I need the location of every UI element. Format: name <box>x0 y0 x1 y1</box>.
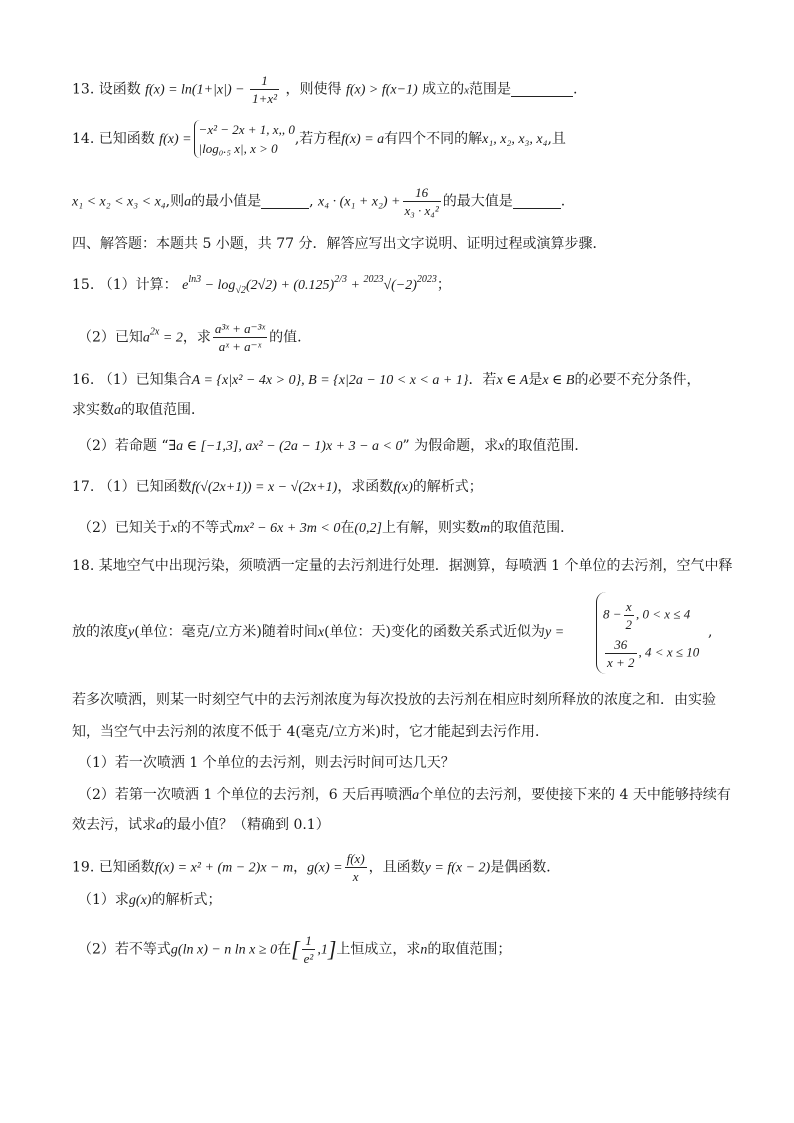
punctuation: ， <box>293 859 308 876</box>
math-variable: x <box>464 84 470 97</box>
math-variable: a <box>114 403 121 418</box>
question-18-part-2 <box>78 785 734 806</box>
math-expression: (0,2] <box>354 521 382 536</box>
question-text: ,且 <box>547 131 566 147</box>
math-expression: y = <box>545 625 565 640</box>
question-text: 在 <box>277 941 292 958</box>
question-text: 的必要不充分条件， <box>574 372 701 388</box>
question-text: 的取值范围； <box>427 941 512 958</box>
piecewise-case <box>603 636 699 671</box>
question-17 <box>72 477 734 498</box>
question-14 <box>72 120 734 158</box>
math-expression: f(x) = a <box>341 132 385 147</box>
question-text: 是偶函数． <box>490 859 561 876</box>
question-13 <box>72 72 734 107</box>
math-expression: x₁ < x₂ < x₃ < x₄ <box>72 194 166 210</box>
math-expression: √(−2) <box>383 278 417 293</box>
question-text: 放的浓度 <box>72 624 128 640</box>
math-variable: n <box>420 942 428 958</box>
fraction <box>624 598 635 633</box>
math-expression: f(x) > f(x−1) <box>345 82 418 98</box>
math-variable: a <box>412 788 420 803</box>
math-variable: m <box>479 521 491 536</box>
question-text: ，则使得 <box>285 81 342 98</box>
fraction <box>302 932 316 967</box>
fraction <box>250 72 279 107</box>
question-19 <box>72 850 734 885</box>
fraction-numerator: a³ˣ + a⁻³ˣ <box>214 321 266 336</box>
math-expression: x ∈ B <box>542 373 575 388</box>
question-text: 在 <box>340 520 355 536</box>
question-number: 17. <box>72 479 95 495</box>
question-14-line-2: x₁ < x₂ < x₃ < x₄,则a的最小值是 , x₄ · (x₁ + x₂) + $\frac{16}{\text{x₃ · x₄²}}$ 的最大值是 . <box>72 185 566 218</box>
punctuation: ； <box>436 277 451 293</box>
question-number: 15. <box>72 277 95 293</box>
question-text: 范围是 <box>469 81 512 98</box>
question-16-line-2 <box>72 400 734 421</box>
math-expression: g(x) <box>128 893 152 908</box>
math-expression: , 0 < x ≤ 4 <box>636 606 691 622</box>
fraction <box>345 850 367 885</box>
math-expression: x₁, x₂, x₃, x₄ <box>482 132 548 147</box>
question-text: （2）已知关于 <box>78 520 171 536</box>
root-index: 2023 <box>363 274 384 285</box>
fraction-denominator: x + 2 <box>607 655 635 670</box>
question-text: 上有解，则实数 <box>381 520 480 536</box>
question-text: （2）若命题 “ <box>78 438 169 454</box>
question-text: 的最大值是 <box>442 193 513 210</box>
math-expression: f(x) = <box>159 132 192 147</box>
punctuation: . <box>560 193 566 210</box>
fraction <box>605 636 637 671</box>
question-text: 的值. <box>269 329 302 346</box>
math-expression: + <box>347 278 364 293</box>
math-expression: ∃a ∈ [−1,3], ax² − (2a − 1)x + 3 − a < 0 <box>168 439 403 454</box>
math-expression: − log <box>201 278 236 293</box>
question-number: 14. <box>72 131 95 147</box>
question-text: 的解析式； <box>412 479 483 495</box>
question-text: 效去污，试求 <box>72 817 156 833</box>
question-text: （2）若第一次喷洒 1 个单位的去污剂，6 天后再喷洒 <box>78 787 413 803</box>
fraction-denominator: 1+x² <box>252 91 278 106</box>
question-18-part-2-line-2 <box>72 815 734 836</box>
question-text: 是 <box>528 372 543 388</box>
math-expression: e <box>182 278 189 293</box>
question-text: 的最小值？（精确到 0.1） <box>163 817 330 833</box>
math-expression: 8 − <box>603 606 622 622</box>
question-16 <box>72 370 734 391</box>
fraction-denominator: x₃ · x₄² <box>404 203 439 218</box>
fraction-denominator: 2 <box>625 617 633 632</box>
question-number: 16. <box>72 372 95 388</box>
question-text: (单位：天)变化的函数关系式近似为 <box>324 624 546 640</box>
punctuation: . <box>573 81 578 98</box>
part-label: （2）已知 <box>78 329 143 346</box>
fraction-numerator: 36 <box>605 636 637 654</box>
question-text: 已知函数 <box>98 131 155 147</box>
part-label: （1）求 <box>78 892 129 908</box>
part-label: （2）若不等式 <box>78 941 171 958</box>
question-17-part-2 <box>78 518 734 539</box>
fraction-numerator: 16 <box>403 184 441 202</box>
question-19-part-1 <box>78 890 734 911</box>
piecewise-case <box>603 598 690 633</box>
question-text: 19. 已知函数 <box>72 859 155 876</box>
question-19-part-2: （2）若不等式g(ln x) − n ln x ≥ 0在[ $\frac{1}{\text{e²}}$ ,1]上恒成立，求n的取值范围； <box>78 933 512 966</box>
fraction-denominator: e² <box>303 951 314 966</box>
fraction-denominator: x <box>352 869 359 884</box>
question-number: 13. <box>72 81 95 98</box>
question-text: （1）已知集合 <box>98 372 192 388</box>
math-variable: a <box>156 818 163 833</box>
question-text: 求实数 <box>72 402 114 418</box>
question-text: 的取值范围． <box>490 520 575 536</box>
exponent: 2/3 <box>334 274 347 285</box>
math-expression: f(x) = x² + (m − 2)x − m <box>154 860 294 876</box>
log-base: √2 <box>235 285 246 296</box>
question-text: 的不等式 <box>177 520 234 536</box>
math-expression: f(√(2x+1)) = x − √(2x+1) <box>191 480 338 495</box>
math-variable: x <box>170 521 178 536</box>
math-variable: y <box>128 625 135 640</box>
math-expression: ,1 <box>317 942 328 958</box>
question-text: 成立的 <box>422 81 465 98</box>
math-expression: g(ln x) − n ln x ≥ 0 <box>170 942 278 958</box>
punctuation: , <box>708 624 713 640</box>
math-expression: f(x) <box>393 480 413 495</box>
exponent: 2x <box>149 326 160 338</box>
math-expression: y = f(x − 2) <box>424 860 491 876</box>
question-18: 18. 某地空气中出现污染，须喷洒一定量的去污剂进行处理．据测算，每喷洒 1 个单位的去污剂，空气中释 <box>72 558 733 574</box>
question-text: 个单位的去污剂，要使接下来的 4 天中能够持续有 <box>419 787 731 803</box>
math-variable: x <box>317 625 325 640</box>
question-text: ” 为假命题，求 <box>402 438 499 454</box>
piecewise-brace <box>194 120 295 158</box>
question-text: ，求 <box>182 329 211 346</box>
question-text: 的取值范围． <box>121 402 205 418</box>
math-expression: (2√2) + (0.125) <box>245 278 335 293</box>
question-text: 有四个不同的解 <box>384 131 483 147</box>
math-expression: mx² − 6x + 3m < 0 <box>233 521 341 536</box>
fraction-numerator: f(x) <box>346 851 365 866</box>
question-text: 设函数 <box>98 81 141 98</box>
question-18-line-4: 知，当空气中去污剂的浓度不低于 4(毫克/立方米)时，它才能起到去污作用． <box>72 724 549 740</box>
question-text: 的最小值是 <box>191 193 262 210</box>
section-heading: 四、解答题：本题共 5 小题，共 77 分．解答应写出文字说明、证明过程或演算步骤． <box>72 236 607 252</box>
fraction-numerator: x <box>624 598 635 616</box>
part-label: （1）计算： <box>98 277 178 293</box>
exponent: ln3 <box>188 274 202 285</box>
fraction-denominator: aˣ + a⁻ˣ <box>218 339 262 354</box>
question-text: 的解析式； <box>151 892 222 908</box>
fraction <box>403 184 441 219</box>
question-18-line-3: 若多次喷洒，则某一时刻空气中的去污剂浓度为每次投放的去污剂在相应时刻所释放的浓度之和．由实验 <box>72 692 716 708</box>
math-expression: f(x) = ln(1+|x|) − <box>145 82 249 98</box>
question-16-part-2 <box>78 436 734 457</box>
fraction-numerator: 1 <box>250 72 279 90</box>
question-15 <box>72 270 734 301</box>
question-text: (单位：毫克/立方米)随着时间 <box>134 624 318 640</box>
question-text: ,则 <box>165 193 185 210</box>
question-text: ，且函数 <box>368 859 425 876</box>
math-expression: x₄ · (x₁ + x₂) + <box>318 194 401 210</box>
question-text: 上恒成立，求 <box>336 941 421 958</box>
question-text: ．若 <box>468 372 497 388</box>
question-text: ,若方程 <box>294 131 342 147</box>
math-variable: a <box>184 194 192 210</box>
exponent: 2023 <box>416 274 437 285</box>
question-text: ，求函数 <box>337 479 394 495</box>
math-expression: A = {x|x² − 4x > 0}, B = {x|2a − 10 < x < a + 1} <box>191 373 469 388</box>
piecewise-brace <box>596 592 715 674</box>
fraction-numerator: 1 <box>302 932 316 950</box>
math-variable: x <box>498 439 505 454</box>
answer-blank[interactable] <box>511 96 573 97</box>
fraction <box>213 320 267 355</box>
question-text: 的取值范围． <box>504 438 589 454</box>
math-expression: x ∈ A <box>496 373 529 388</box>
piecewise-case: |log₀.₅ x|, x > 0 <box>198 141 278 156</box>
math-expression: a <box>142 330 150 346</box>
math-expression: g(x) = <box>307 860 343 876</box>
question-text: （1）已知函数 <box>98 479 192 495</box>
math-expression: , 4 < x ≤ 10 <box>638 644 700 660</box>
question-15-part-2 <box>78 320 734 355</box>
answer-blank[interactable] <box>513 208 561 209</box>
question-18-part-1: （1）若一次喷洒 1 个单位的去污剂，则去污时间可达几天？ <box>78 755 455 771</box>
math-expression: = 2 <box>159 330 183 346</box>
answer-blank[interactable] <box>261 208 309 209</box>
piecewise-case: −x² − 2x + 1, x,, 0 <box>198 122 295 137</box>
